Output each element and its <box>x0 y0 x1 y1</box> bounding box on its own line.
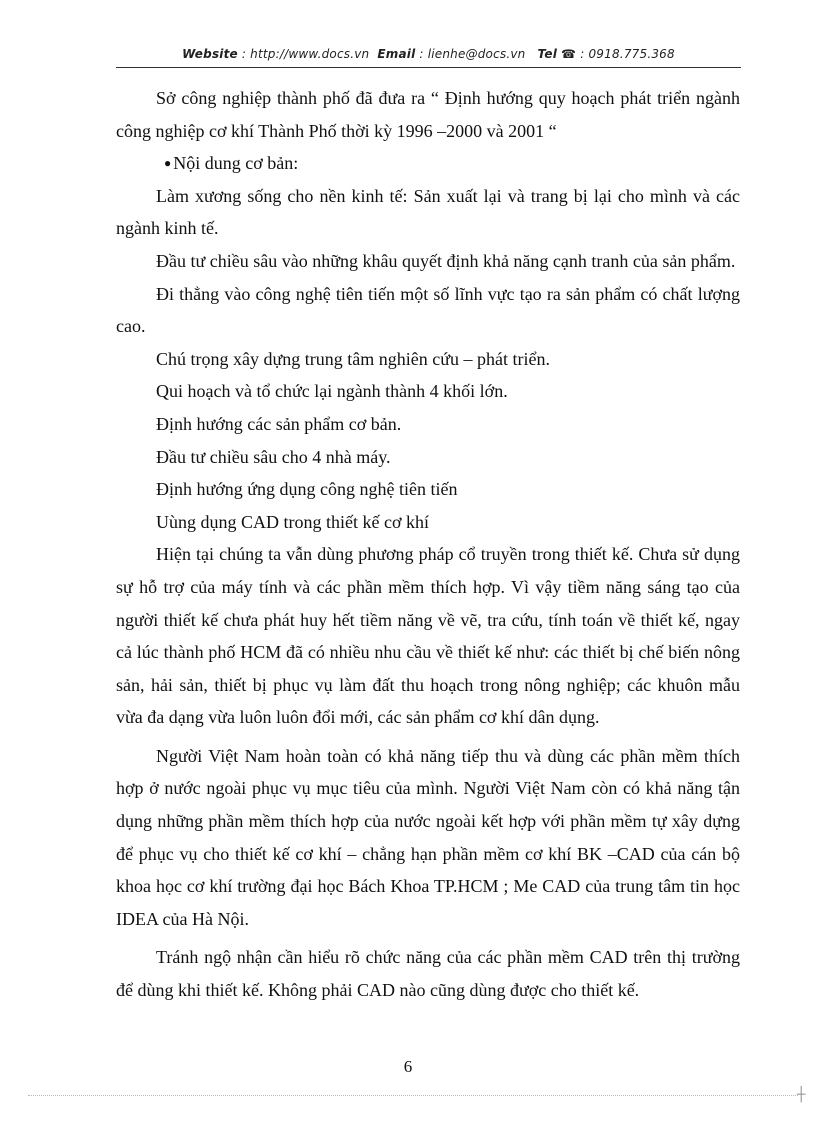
list-item: Qui hoạch và tổ chức lại ngành thành 4 khối lớn. <box>156 381 508 402</box>
bullet-icon: ● <box>164 156 172 171</box>
bullet-item <box>116 147 740 180</box>
page-number: 6 <box>403 1057 413 1076</box>
paragraph-4: Đi thẳng vào công nghệ tiên tiến một số lĩnh vực tạo ra sản phẩm có chất lượng cao. <box>116 283 740 337</box>
footer-divider <box>28 1095 798 1096</box>
email-label: Email <box>377 47 416 61</box>
header-divider <box>116 67 741 68</box>
tel-sep: : <box>576 47 589 61</box>
list-item: Uùng dụng CAD trong thiết kế cơ khí <box>156 511 429 532</box>
paragraph-1: Sở công nghiệp thành phố đã đưa ra “ Định hướng quy hoạch phát triển ngành công nghiệp cơ khí Thành Phố thời kỳ 1996 –2000 và 2001 “ <box>116 88 740 141</box>
list-item: Định hướng ứng dụng công nghệ tiên tiến <box>156 479 458 500</box>
website-label: Website <box>182 47 238 61</box>
list-item: Đầu tư chiều sâu cho 4 nhà máy. <box>156 446 391 467</box>
bullet-label: Nội dung cơ bản: <box>173 153 299 174</box>
corner-cross-icon: ┼ <box>797 1087 806 1103</box>
email-value[interactable]: lienhe@docs.vn <box>427 47 526 61</box>
page-header <box>116 47 741 61</box>
paragraph-6: Người Việt Nam hoàn toàn có khả năng tiếp thu và dùng các phần mềm thích hợp ở nước ngoài phục vụ mục tiêu của mình. Người Việt Nam còn có khả năng tận dụng những phần mềm thích hợp của nước ngoài kết hợp với phần mềm tự xây dựng để phục vụ cho thiết kế cơ khí – chẳng hạn phần mềm cơ khí BK –CAD của cán bộ khoa học cơ khí trường đại học Bách Khoa TP.HCM ; Me CAD của trung tâm tin học IDEA của Hà Nội. <box>116 745 740 929</box>
website-sep: : <box>237 47 251 61</box>
paragraph-5: Hiện tại chúng ta vẫn dùng phương pháp cổ truyền trong thiết kế. Chưa sử dụng sự hỗ trợ của máy tính và các phần mềm thích hợp. Vì vậy tiềm năng sáng tạo của người thiết kế chưa phát huy hết tiềm năng về vẽ, tra cứu, tính toán về thiết kế, ngay cả lúc thành phố HCM đã có nhiều nhu cầu về thiết kế như: các thiết bị chế biến nông sản, hải sản, thiết bị phục vụ làm đất thu hoạch trong nông nghiệp; các khuôn mẫu vừa đa dạng vừa luôn luôn đổi mới, các sản phẩm cơ khí dân dụng. <box>116 544 740 728</box>
document-body <box>116 82 740 1007</box>
list-item: Định hướng các sản phẩm cơ bản. <box>156 413 402 434</box>
list-item: Chú trọng xây dựng trung tâm nghiên cứu – phát triển. <box>156 348 550 369</box>
paragraph-3: Đầu tư chiều sâu vào những khâu quyết định khả năng cạnh tranh của sản phẩm. <box>156 250 736 271</box>
paragraph-2: Làm xương sống cho nền kinh tế: Sản xuất lại và trang bị lại cho mình và các ngành kinh tế. <box>116 185 740 239</box>
website-url[interactable]: http://www.docs.vn <box>250 47 370 61</box>
email-sep: : <box>415 47 428 61</box>
phone-icon: ☎ <box>561 47 577 61</box>
tel-value: 0918.775.368 <box>588 47 675 61</box>
paragraph-7: Tránh ngộ nhận cần hiểu rõ chức năng của các phần mềm CAD trên thị trường để dùng khi thiết kế. Không phải CAD nào cũng dùng được cho thiết kế. <box>116 947 740 1001</box>
tel-label: Tel <box>537 47 558 61</box>
